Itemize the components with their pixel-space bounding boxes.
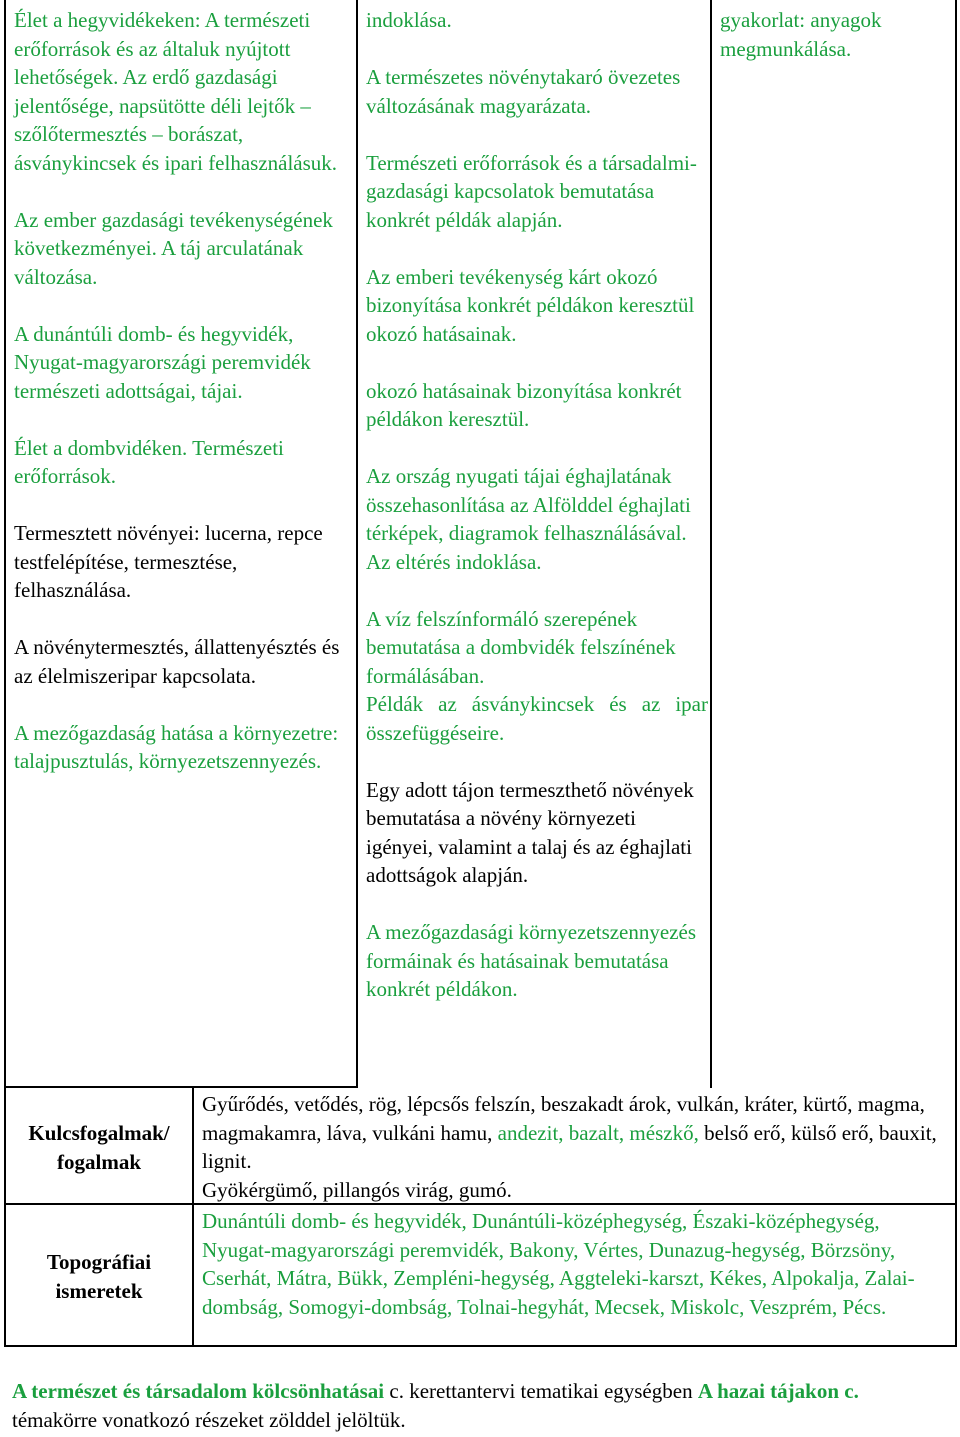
concepts-text xyxy=(202,1090,942,1204)
paragraph: Az ország nyugati tájai éghajlatának összehasonlítása az Alfölddel éghajlati térképek, diagramok felhasználásával. Az eltérés indoklása. xyxy=(366,464,691,574)
paragraph: Egy adott tájon termeszthető növények bemutatása a növény környezeti igényei, valamint a talaj és az éghajlati adottságok alapján. xyxy=(366,777,694,887)
concepts-label-cell xyxy=(4,1088,194,1205)
paragraph: Termesztett növényei: lucerna, repce testfelépítése, termesztése, felhasználása. xyxy=(14,521,323,602)
topography-label: Topográfiai ismeretek xyxy=(46,1250,152,1303)
paragraph: A mezőgazdaság hatása a környezetre: talajpusztulás, környezetszennyezés. xyxy=(14,720,339,773)
paragraph: A dunántúli domb- és hegyvidék, Nyugat-magyarországi peremvidék természeti adottságai, tájai. xyxy=(14,321,311,403)
note-text: c. kerettantervi tematikai egységben xyxy=(389,1379,693,1403)
footer-note xyxy=(12,1377,912,1434)
paragraph: gyakorlat: anyagok megmunkálása. xyxy=(720,8,882,61)
paragraph: Élet a dombvidéken. Természeti erőforrások. xyxy=(14,435,284,488)
paragraph: A mezőgazdasági környezetszennyezés formáinak és hatásainak bemutatása konkrét példákon. xyxy=(366,920,697,1001)
paragraph: okozó hatásainak bizonyítása konkrét példákon keresztül. xyxy=(366,378,682,431)
connection-column xyxy=(712,0,957,1088)
concepts-terms: Gyűrődés, vetődés, rög, lépcsős felszín, beszakadt árok, vulkán, kráter, kürtő, magma, magmakamra, láva, vulkáni hamu, xyxy=(202,1092,925,1145)
note-bold: A hazai tájakon c. xyxy=(697,1379,859,1403)
concepts-terms: Gyökérgümő, pillangós virág, gumó. xyxy=(202,1177,512,1202)
topography-text: Dunántúli domb- és hegyvidék, Dunántúli-középhegység, Északi-középhegység, Nyugat-magyarországi peremvidék, Bakony, Vértes, Dunazug-hegység, Börzsöny, Cserhát, Mátra, Bükk, Zempléni-hegység, Aggteleki-karszt, Kékes, Alpokalja, Zalai-dombság, Somogyi-dombság, Tolnai-hegyhát, Mecsek, Miskolc, Veszprém, Pécs. xyxy=(202,1209,915,1319)
paragraph: Az emberi tevékenység kárt okozó bizonyítása konkrét példákon keresztül okozó hatásainak. xyxy=(366,264,695,346)
paragraph: Példák az ásványkincsek és az ipar összefüggéseire. xyxy=(366,692,708,745)
note-bold: A természet és társadalom kölcsönhatásai xyxy=(12,1379,385,1403)
concepts-table xyxy=(4,1088,957,1347)
note-text: témakörre vonatkozó részeket zölddel jelöltük. xyxy=(12,1407,406,1432)
paragraph: A természetes növénytakaró övezetes változásának magyarázata. xyxy=(366,65,681,118)
concepts-label: Kulcsfogalmak/ fogalmak xyxy=(28,1121,170,1174)
paragraph: Élet a hegyvidékeken: A természeti erőforrások és az általuk nyújtott lehetőségek. Az erdő gazdasági jelentősége, napsütötte déli lejtők – szőlőtermesztés – borászat, ásványkincsek és ipari felhasználásuk. xyxy=(14,8,338,175)
development-column xyxy=(358,0,712,1088)
paragraph: indoklása. xyxy=(366,8,452,32)
paragraph: A növénytermesztés, állattenyésztés és az élelmiszeripar kapcsolata. xyxy=(14,635,340,688)
concepts-cell xyxy=(194,1088,957,1205)
concepts-terms-green: andezit, bazalt, mészkő, xyxy=(497,1120,699,1145)
paragraph: Az ember gazdasági tevékenységének következményei. A táj arculatának változása. xyxy=(14,207,333,289)
topography-label-cell xyxy=(4,1205,194,1347)
paragraph: Természeti erőforrások és a társadalmi-gazdasági kapcsolatok bemutatása konkrét példák alapján. xyxy=(366,150,697,232)
content-column xyxy=(4,0,358,1088)
topography-cell xyxy=(194,1205,957,1347)
curriculum-table xyxy=(4,0,957,1088)
paragraph: A víz felszínformáló szerepének bemutatása a dombvidék felszínének formálásában. xyxy=(366,606,676,688)
concepts-terms: belső erő, külső erő, bauxit, lignit. xyxy=(202,1120,937,1173)
